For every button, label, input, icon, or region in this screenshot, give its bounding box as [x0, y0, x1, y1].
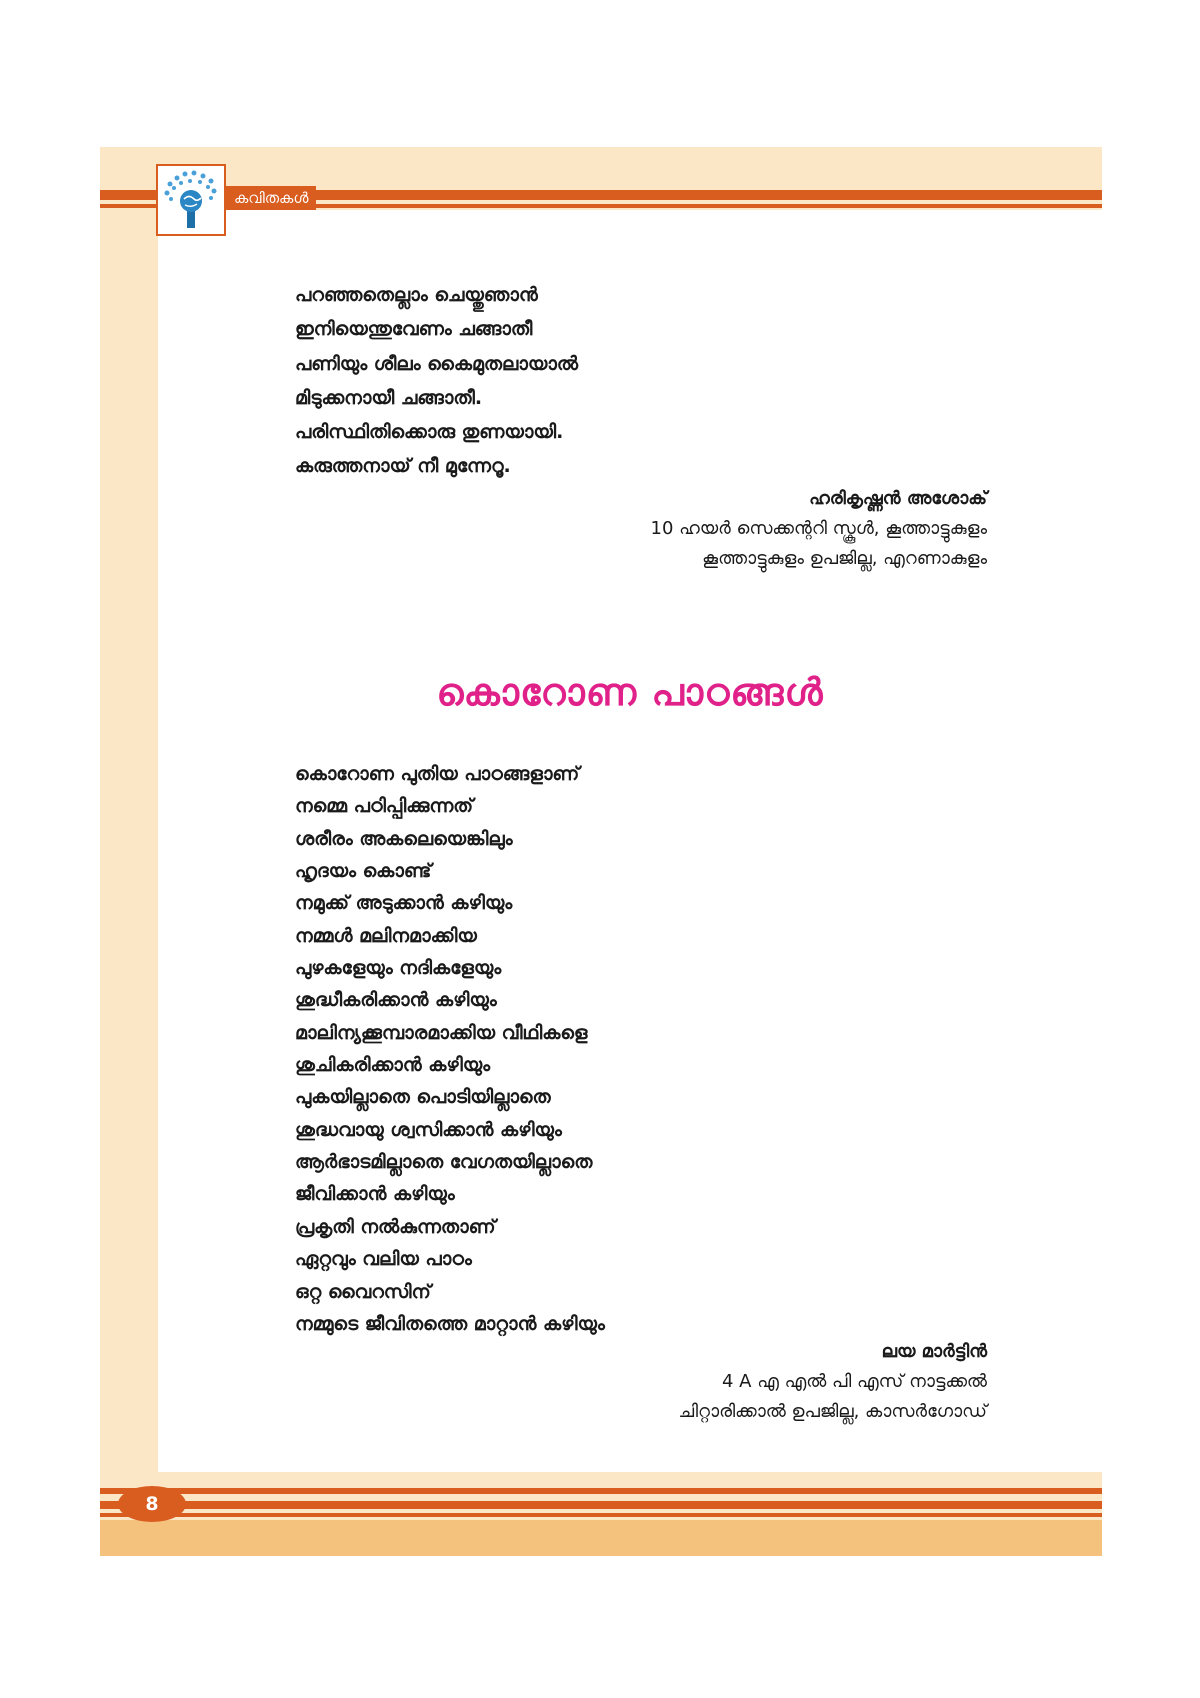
poem-line: പണിയും ശീലം കൈമുതലായാൽ	[295, 352, 579, 375]
author-name: ഹരികൃഷ്ണൻ അശോക്	[809, 488, 987, 509]
poem-2-credit	[679, 1337, 987, 1427]
author-school: 10 ഹയർ സെക്കന്ററി സ്കൂൾ, കൂത്താട്ടുകുളം	[650, 518, 987, 539]
poem-line: നമ്മെ പഠിപ്പിക്കുന്നത്	[295, 795, 474, 818]
footer-fill	[100, 1520, 1102, 1556]
author-district: കൂത്താട്ടുകുളം ഉപജില്ല, എറണാകുളം	[702, 548, 987, 569]
poem-line: ഒറ്റ വൈറസിന്	[295, 1280, 431, 1303]
poem-line: പറഞ്ഞതെല്ലാം ചെയ്തുഞാൻ	[295, 284, 538, 306]
poem-line: ശുദ്ധീകരിക്കാൻ കഴിയും	[295, 989, 497, 1012]
poem-line: ശുദ്ധവായു ശ്വസിക്കാൻ കഴിയും	[295, 1118, 562, 1141]
section-label: കവിതകൾ	[226, 186, 316, 210]
poem-line: നമുക്ക് അടുക്കാൻ കഴിയും	[295, 892, 513, 915]
poem-title: കൊറോണ പാഠങ്ങൾ	[436, 670, 824, 714]
poem-line: ആർഭാടമില്ലാതെ വേഗതയില്ലാതെ	[295, 1151, 593, 1174]
tree-globe-logo-icon	[156, 164, 226, 236]
author-school: 4 A എ എൽ പി എസ് നാട്ടക്കൽ	[721, 1371, 987, 1392]
page-number: 8	[118, 1486, 186, 1522]
poem-line: നമ്മൾ മലിനമാക്കിയ	[295, 924, 477, 947]
poem-line: പ്രകൃതി നൽകുന്നതാണ്	[295, 1215, 496, 1238]
footer-stripe	[100, 1501, 1102, 1509]
poem-2	[295, 758, 605, 1340]
poem-line: ശുചികരിക്കാൻ കഴിയും	[295, 1054, 491, 1077]
footer-stripe	[100, 1488, 1102, 1494]
author-district: ചിറ്റാരിക്കാൽ ഉപജില്ല, കാസർഗോഡ്	[678, 1401, 987, 1422]
poem-line: പരിസ്ഥിതിക്കൊരു തുണയായി.	[295, 421, 564, 444]
poem-line: മിടുക്കനായീ ചങ്ങാതീ.	[295, 386, 483, 409]
footer-band	[100, 1488, 1102, 1520]
poem-line: ഏറ്റവും വലിയ പാഠം	[295, 1248, 472, 1271]
poem-line: ഹൃദയം കൊണ്ട്	[295, 860, 432, 883]
poem-line: പുഴകളേയും നദികളേയും	[295, 957, 502, 980]
poem-line: ജീവിക്കാൻ കഴിയും	[295, 1183, 455, 1206]
poem-line: ശരീരം അകലെയെങ്കിലും	[295, 827, 513, 850]
poem-line: കരുത്തനായ് നീ മുന്നേറൂ.	[295, 455, 511, 478]
poem-line: കൊറോണ പുതിയ പാഠങ്ങളാണ്	[295, 763, 580, 785]
poem-line: മാലിന്യക്കൂമ്പാരമാക്കിയ വീഥികളെ	[295, 1021, 588, 1044]
poem-line: പുകയില്ലാതെ പൊടിയില്ലാതെ	[295, 1086, 551, 1109]
poem-line: ഇനിയെന്തുവേണം ചങ്ങാതീ	[295, 318, 533, 341]
poem-line: നമ്മുടെ ജീവിതത്തെ മാറ്റാൻ കഴിയും	[295, 1312, 605, 1335]
footer-stripe	[100, 1513, 1102, 1517]
poem-1-credit	[651, 484, 987, 574]
author-name: ലയ മാർട്ടിൻ	[881, 1341, 987, 1362]
poem-1	[295, 278, 578, 484]
